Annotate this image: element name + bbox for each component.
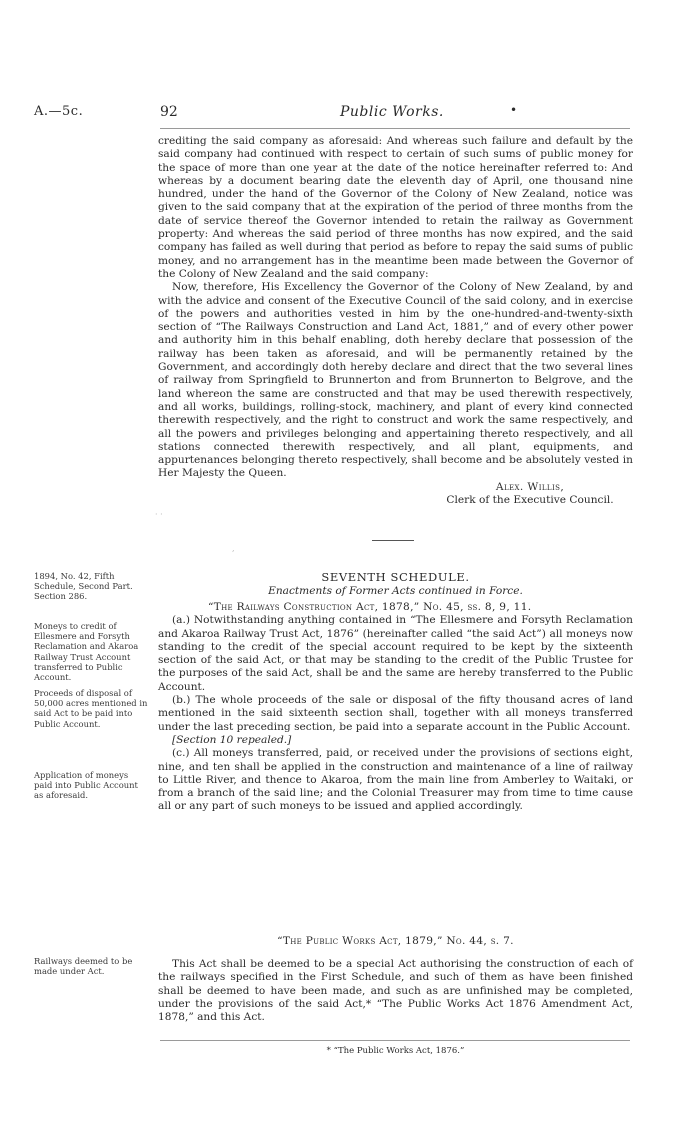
margin-note-source: 1894, No. 42, Fifth Schedule, Second Part. Section 286.: [34, 571, 133, 602]
act-1879-paragraph: This Act shall be deemed to be a special Act authorising the construction of each of the railways specified in the First Schedule, and such of them as have been finished shall be deemed to have been made, and such as are unfinished may be completed, under the provisions of the said Act,* “The Public Works Act 1876 Amendment Act, 1878,” and this Act.: [158, 958, 633, 1024]
signature-title: Clerk of the Executive Council.: [446, 494, 614, 507]
proclamation-paragraph-recitals: crediting the said company as aforesaid: And whereas such failure and default by the said company had continued with respect to certain of such sums of public money for the space of more than one year at the date of the notice hereinafter referred to: And whereas by a document bearing date the eleventh day of April, one thousand nine hundred, under the hand of the Governor of the Colony of New Zealand, notice was given to the said company that at the expiration of the period of three months from the date of service thereof the Governor intended to retain the railway as Government property: And whereas the said period of three months has now expired, and the said company has failed as well during that period as before to repay the said sums of public money, and no arrangement has in the meantime been made between the Governor of the Colony of New Zealand and the said company:: [158, 135, 633, 280]
scan-mark: ,: [232, 544, 235, 553]
document-reference: A.—5c.: [34, 104, 84, 119]
proclamation-body: [158, 135, 633, 481]
margin-note-moneys-transferred: Moneys to credit of Ellesmere and Forsyth Reclamation and Akaroa Railway Trust Account transferred to Public Account.: [34, 621, 139, 683]
page-number: 92: [160, 104, 178, 120]
margin-note-railways-deemed: Railways deemed to be made under Act.: [34, 956, 133, 977]
act-1878-paragraph-b: (b.) The whole proceeds of the sale or disposal of the fifty thousand acres of land mentioned in the said sixteenth section shall, together with all moneys transferred under the last preceding section, be paid into a separate account in the Public Account.: [158, 694, 633, 733]
act-1878-paragraph-a: (a.) Notwithstanding anything contained in “The Ellesmere and Forsyth Reclamation and Akaroa Railway Trust Act, 1876” (hereinafter called “the said Act”) all moneys now standing to the credit of the special account required to be kept by the sixteenth section of the said Act, or that may be standing to the credit of the Public Trustee for the purposes of the said Act, shall be and the same are hereby transferred to the Public Account.: [158, 614, 633, 693]
act-1878-section: [158, 601, 633, 814]
act-1879-section: [158, 958, 633, 1024]
act-1878-heading: “The Railways Construction Act, 1878,” No. 45, ss. 8, 9, 11.: [208, 601, 532, 613]
act-1879-heading: “The Public Works Act, 1879,” No. 44, s. 7.: [277, 935, 514, 947]
schedule-title: SEVENTH SCHEDULE.: [321, 570, 470, 584]
header-mark: •: [510, 103, 518, 117]
margin-note-application-of-moneys: Application of moneys paid into Public Account as aforesaid.: [34, 770, 138, 801]
page-title: Public Works.: [340, 104, 444, 120]
scan-mark: · ·: [155, 510, 163, 519]
footnote-rule: [160, 1040, 630, 1041]
margin-note-proceeds-of-disposal: Proceeds of disposal of 50,000 acres mentioned in said Act to be paid into Public Account.: [34, 688, 148, 729]
act-1878-paragraph-c: (c.) All moneys transferred, paid, or received under the provisions of sections eight, nine, and ten shall be applied in the construction and maintenance of a line of railway to Little River, and thence to Akaroa, from the main line from Amberley to Waitaki, or from a branch of the said line; and the Colonial Treasurer may from time to time cause all or any part of such moneys to be issued and applied accordingly.: [158, 747, 633, 813]
footnote: * “The Public Works Act, 1876.”: [326, 1046, 465, 1056]
header-rule: [160, 128, 630, 129]
act-1878-repealed-note: [Section 10 repealed.]: [172, 733, 292, 746]
signature-block: [430, 481, 630, 508]
signature-name: Alex. Willis,: [495, 481, 565, 493]
schedule-subtitle: Enactments of Former Acts continued in Force.: [268, 585, 523, 597]
section-divider: [372, 540, 414, 541]
proclamation-paragraph-declaration: Now, therefore, His Excellency the Governor of the Colony of New Zealand, by and with the advice and consent of the Executive Council of the said colony, and in exercise of the powers and authorities vested in him by the one-hundred-and-twenty-sixth section of “The Railways Construction and Land Act, 1881,” and of every other power and authority him in this behalf enabling, doth hereby declare that possession of the railway has been taken as aforesaid, and will be permanently retained by the Government, and accordingly doth hereby declare and direct that the two several lines of railway from Springfield to Brunnerton and from Brunnerton to Belgrove, and the land whereon the same are constructed and that may be used therewith respectively, and all works, buildings, rolling-stock, machinery, and plant of every kind connected therewith respectively, and the right to construct and work the same respectively, and all the powers and privileges belonging and appertaining thereto respectively, and all stations connected therewith respectively, and all plant, equipments, and appurtenances belonging thereto respectively, shall become and be absolutely vested in Her Majesty the Queen.: [158, 281, 633, 480]
